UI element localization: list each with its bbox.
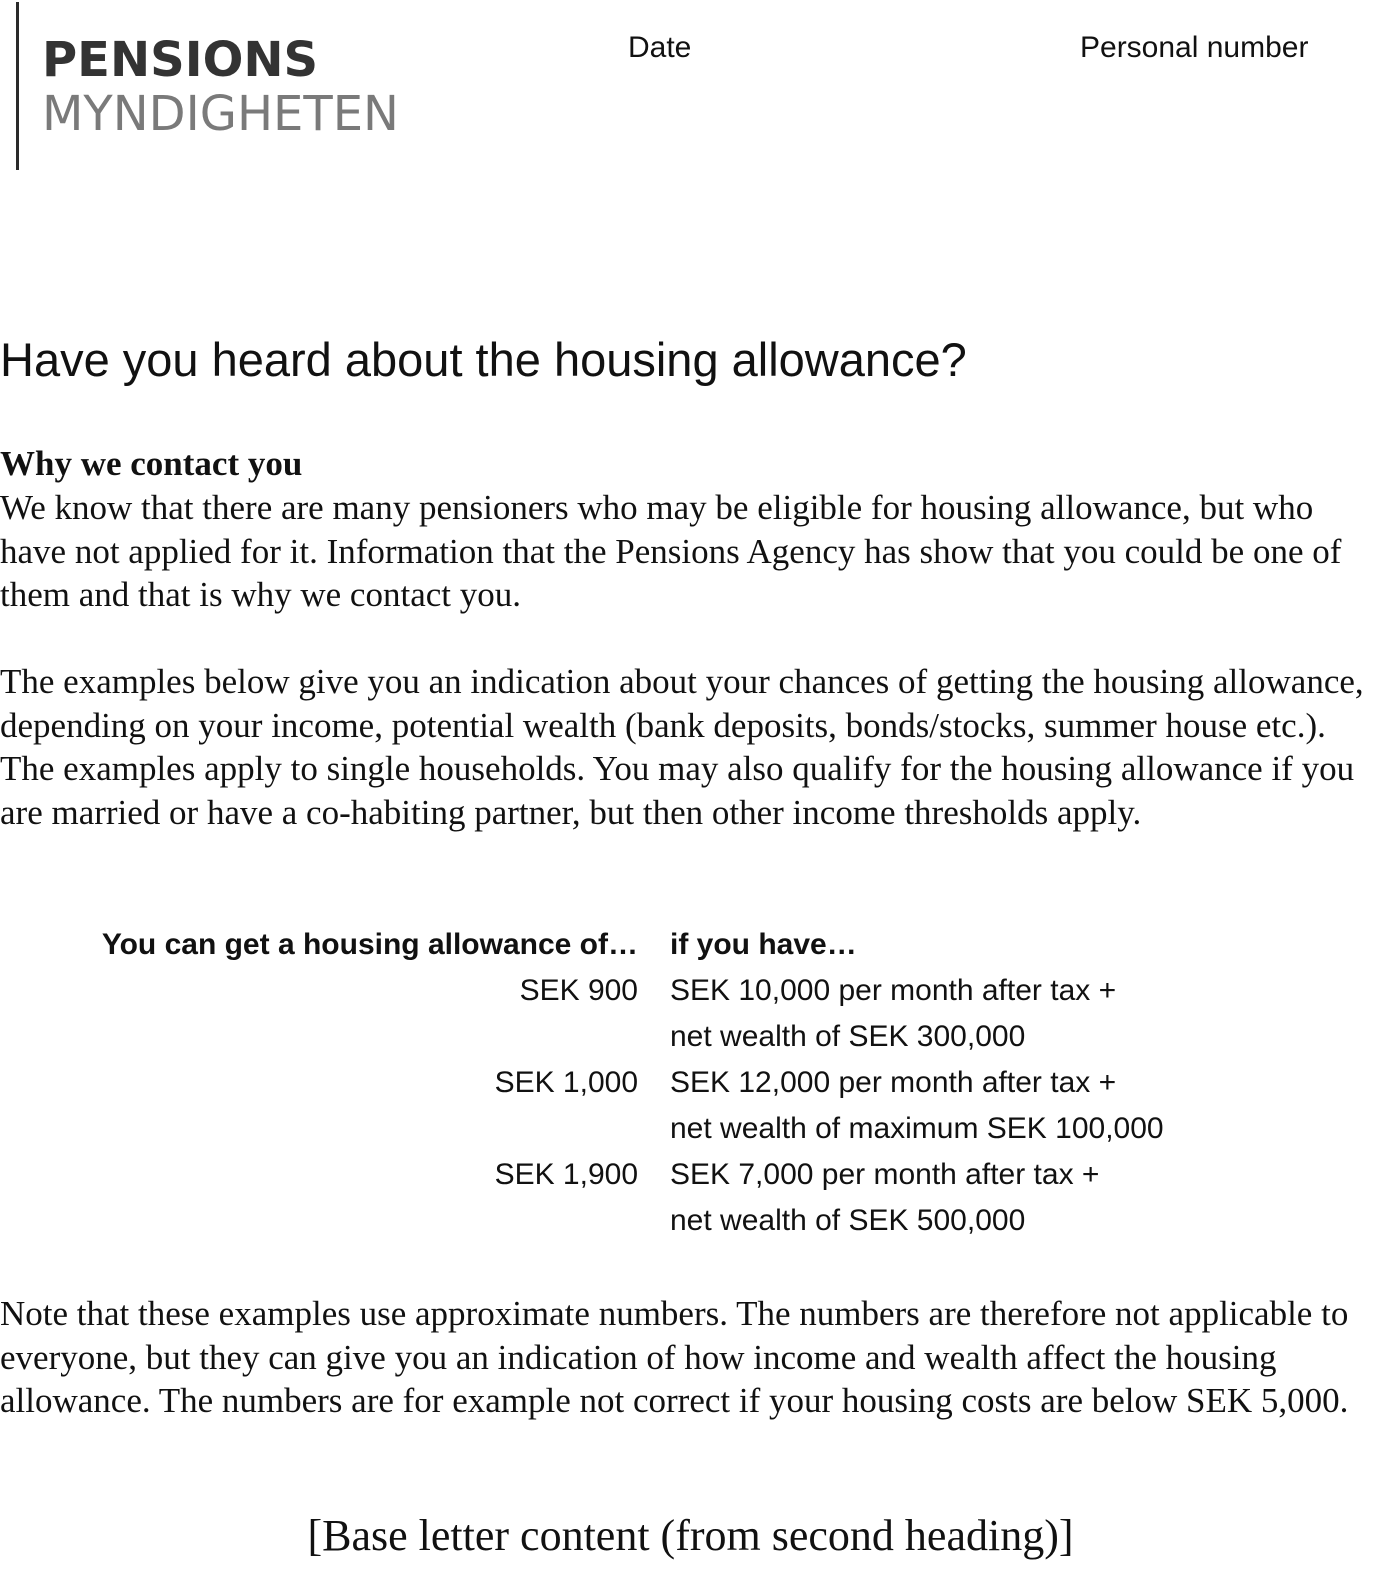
example-row — [0, 1152, 1381, 1244]
logo-text-pensions: PENSIONS — [42, 32, 319, 88]
examples-intro-paragraph: The examples below give you an indication about your chances of getting the housing allowance, depending on your income, potential wealth (bank deposits, bonds/stocks, summer house etc.). The examples apply to single households. You may also qualify for the housing allowance if you are married or have a co-habiting partner, but then other income thresholds apply. — [0, 662, 1364, 832]
examples-header-amount: You can get a housing allowance of… — [101, 928, 638, 961]
example-row — [0, 1060, 1381, 1152]
example-condition-income: SEK 7,000 per month after tax + — [670, 1158, 1100, 1191]
example-condition — [670, 1060, 1164, 1152]
example-condition — [670, 1152, 1099, 1244]
example-condition-wealth: net wealth of SEK 500,000 — [670, 1204, 1026, 1237]
personal-number-label: Personal number — [1080, 31, 1309, 64]
example-condition-wealth: net wealth of maximum SEK 100,000 — [670, 1112, 1164, 1145]
section-heading: Why we contact you — [0, 444, 303, 483]
example-condition-income: SEK 12,000 per month after tax + — [670, 1066, 1117, 1099]
example-condition-income: SEK 10,000 per month after tax + — [670, 974, 1117, 1007]
example-row — [0, 968, 1381, 1060]
date-label: Date — [628, 31, 692, 64]
intro-paragraph: We know that there are many pensioners who may be eligible for housing allowance, but who have not applied for it. Information that the Pensions Agency has show that you could be one of them and that is why we contact you. — [0, 488, 1342, 614]
example-amount: SEK 1,000 — [494, 1066, 638, 1099]
examples-header-row — [0, 922, 1381, 968]
example-amount: SEK 1,900 — [494, 1158, 638, 1191]
logo-text-myndigheten: MYNDIGHETEN — [42, 86, 399, 142]
example-condition — [670, 968, 1116, 1060]
page-title: Have you heard about the housing allowance? — [0, 333, 967, 386]
example-amount: SEK 900 — [519, 974, 638, 1007]
base-letter-placeholder: [Base letter content (from second heading)] — [307, 1511, 1074, 1560]
example-condition-wealth: net wealth of SEK 300,000 — [670, 1020, 1026, 1053]
logo-divider — [16, 2, 19, 170]
examples-table — [0, 922, 1381, 1244]
note-paragraph: Note that these examples use approximate numbers. The numbers are therefore not applicable to everyone, but they can give you an indication of how income and wealth affect the housing allowance. The numbers are for example not correct if your housing costs are below SEK 5,000. — [0, 1294, 1349, 1420]
examples-header-condition: if you have… — [670, 928, 857, 961]
